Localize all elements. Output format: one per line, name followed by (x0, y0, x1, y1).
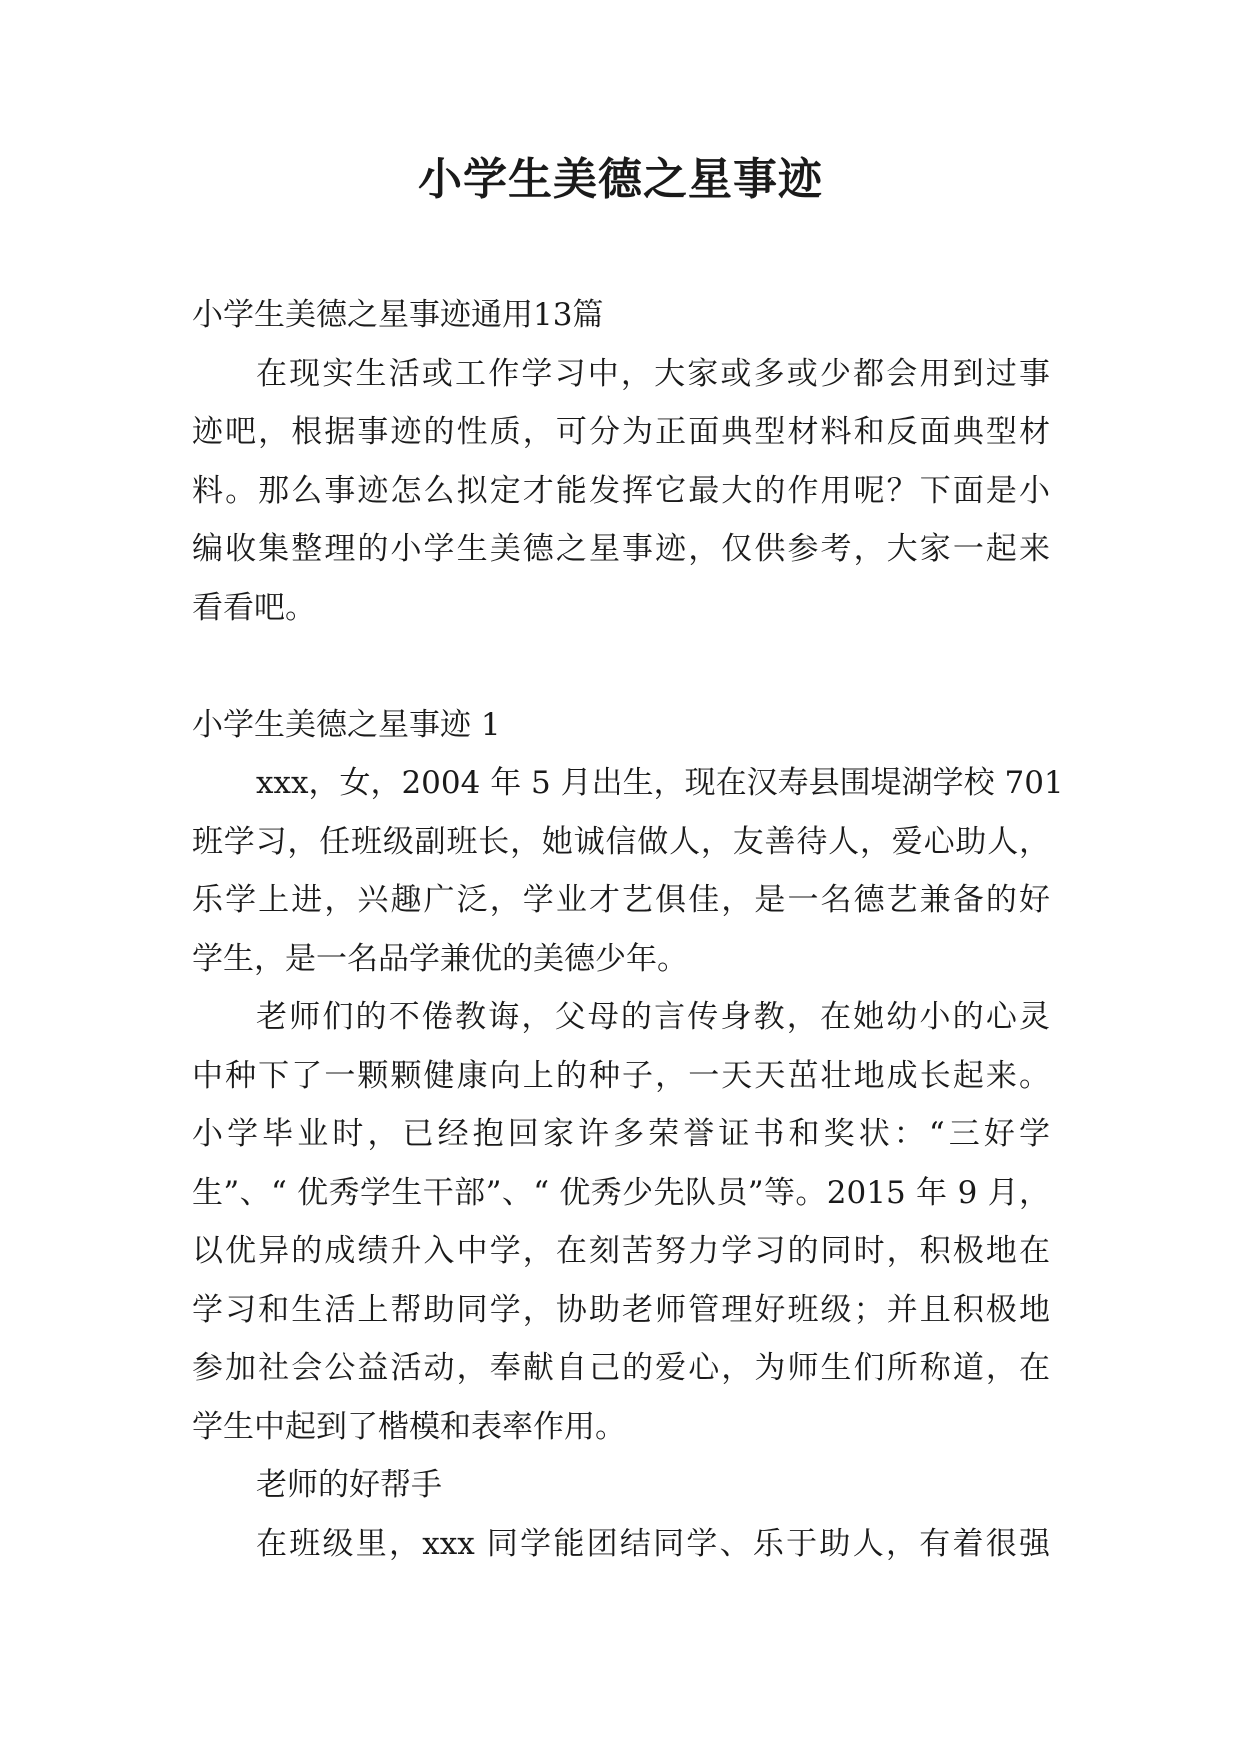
text-line: 料。那么事迹怎么拟定才能发挥它最大的作用呢？下面是小 (192, 472, 1050, 509)
text-line: 学生，是一名品学兼优的美德少年。 (192, 940, 688, 977)
text-line: 在班级里，xxx 同学能团结同学、乐于助人，有着很强 (256, 1525, 1050, 1562)
text-line: 班学习，任班级副班长，她诚信做人，友善待人，爱心助人， (192, 823, 1050, 860)
text-line: 以优异的成绩升入中学，在刻苦努力学习的同时，积极地在 (192, 1233, 1050, 1269)
text-line: 学生中起到了楷模和表率作用。 (192, 1408, 626, 1445)
blank-line (192, 637, 1050, 696)
text-line: xxx，女，2004 年 5 月出生，现在汉寿县围堤湖学校 701 (256, 765, 1064, 801)
intro-paragraph (192, 345, 1050, 638)
text-line: 编收集整理的小学生美德之星事迹，仅供参考，大家一起来 (192, 531, 1050, 567)
paragraph-3 (192, 1515, 1050, 1574)
paragraph-2 (192, 988, 1050, 1456)
text-line: 生”、“ 优秀学生干部”、“ 优秀少先队员”等。2015 年 9 月， (192, 1174, 1050, 1211)
subheading: 老师的好帮手 (256, 1467, 442, 1503)
section-heading: 小学生美德之星事迹 1 (192, 706, 501, 743)
text-line: 迹吧，根据事迹的性质，可分为正面典型材料和反面典型材 (192, 414, 1050, 450)
paragraph-1 (192, 754, 1064, 988)
text-line: 乐学上进，兴趣广泛，学业才艺俱佳，是一名德艺兼备的好 (192, 882, 1050, 918)
text-line: 中种下了一颗颗健康向上的种子，一天天茁壮地成长起来。 (192, 1057, 1050, 1094)
document-body (192, 286, 1064, 1573)
document-title: 小学生美德之星事迹 (418, 154, 823, 205)
text-line: 小学毕业时，已经抱回家许多荣誉证书和奖状：“三好学 (192, 1116, 1050, 1152)
text-line: 参加社会公益活动，奉献自己的爱心，为师生们所称道，在 (192, 1350, 1050, 1386)
text-line: 看看吧。 (192, 589, 316, 626)
text-line: 老师们的不倦教诲，父母的言传身教，在她幼小的心灵 (256, 999, 1050, 1035)
document-subtitle: 小学生美德之星事迹通用13篇 (192, 297, 604, 333)
text-line: 学习和生活上帮助同学，协助老师管理好班级；并且积极地 (192, 1291, 1050, 1328)
text-line: 在现实生活或工作学习中，大家或多或少都会用到过事 (256, 355, 1050, 392)
